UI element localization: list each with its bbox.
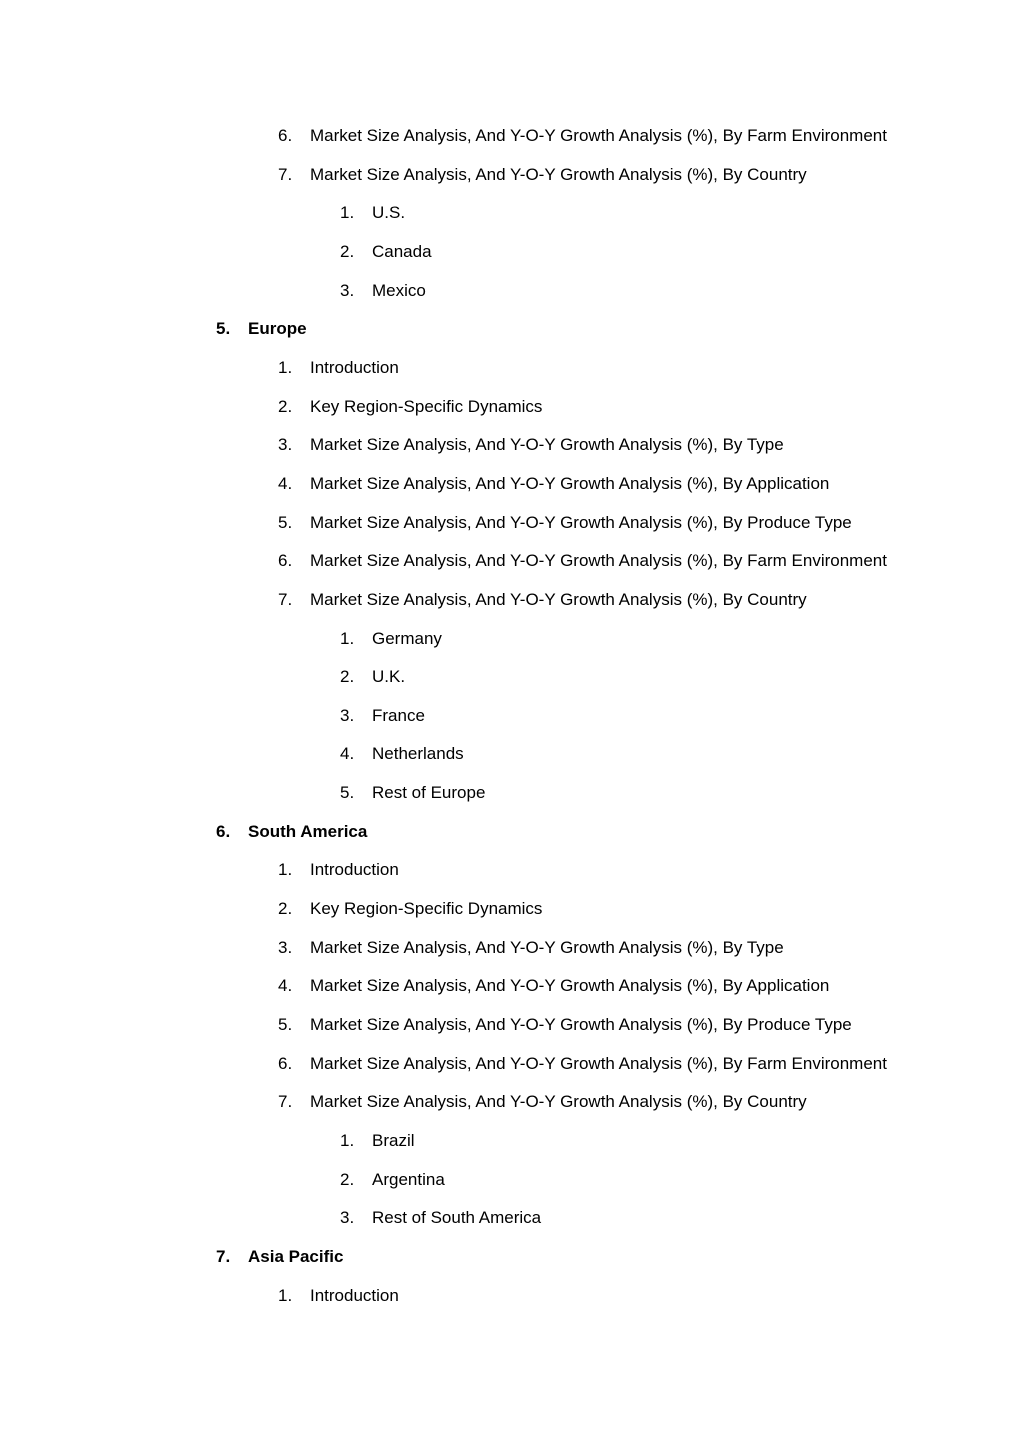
outline-item-number: 5. — [216, 319, 231, 339]
outline-item-number: 7. — [278, 589, 293, 609]
outline-item-text: Netherlands — [372, 744, 464, 764]
outline-item-text: Key Region-Specific Dynamics — [310, 899, 543, 918]
outline-item-number: 1. — [340, 1130, 355, 1150]
outline-item-text: Rest of South America — [372, 1208, 542, 1228]
outline-item-number: 2. — [340, 667, 355, 687]
outline-item-text: Market Size Analysis, And Y-O-Y Growth Analysis (%), By Farm Environment — [310, 126, 887, 145]
outline-list-item — [340, 666, 405, 688]
outline-item-text: Market Size Analysis, And Y-O-Y Growth Analysis (%), By Application — [310, 976, 830, 996]
outline-item-number: 5. — [340, 783, 355, 802]
outline-item-number: 2. — [340, 241, 355, 261]
outline-list-item — [278, 164, 807, 186]
outline-section-heading — [216, 1246, 343, 1268]
outline-list-item — [278, 396, 542, 418]
outline-item-text: Market Size Analysis, And Y-O-Y Growth Analysis (%), By Farm Environment — [310, 551, 887, 571]
outline-list-item — [278, 434, 784, 456]
outline-item-text: Key Region-Specific Dynamics — [310, 396, 543, 416]
outline-list-item — [278, 357, 399, 379]
outline-item-text: Market Size Analysis, And Y-O-Y Growth Analysis (%), By Produce Type — [310, 1014, 852, 1034]
outline-section-heading — [216, 318, 307, 340]
outline-item-text: Germany — [372, 628, 442, 648]
outline-list-item — [340, 628, 442, 650]
outline-item-text: Market Size Analysis, And Y-O-Y Growth Analysis (%), By Type — [310, 435, 784, 455]
outline-item-number: 5. — [278, 512, 293, 532]
outline-item-text: Brazil — [372, 1130, 415, 1150]
outline-item-number: 6. — [278, 551, 293, 571]
outline-item-text: Canada — [372, 241, 432, 261]
outline-item-text: France — [372, 705, 425, 725]
outline-list-item — [278, 550, 887, 572]
outline-item-text: Introduction — [310, 860, 399, 880]
outline-item-number: 2. — [340, 1169, 355, 1189]
outline-list-item — [278, 473, 829, 495]
outline-item-text: Market Size Analysis, And Y-O-Y Growth Analysis (%), By Produce Type — [310, 512, 852, 532]
outline-item-text: Market Size Analysis, And Y-O-Y Growth Analysis (%), By Type — [310, 937, 784, 957]
outline-list-item — [340, 280, 426, 302]
outline-list-item — [278, 898, 542, 920]
outline-list-item — [278, 512, 852, 534]
outline-item-text: Market Size Analysis, And Y-O-Y Growth Analysis (%), By Farm Environment — [310, 1053, 887, 1073]
outline-list-item — [340, 705, 425, 727]
outline-list-item — [278, 1053, 887, 1075]
outline-list-item — [278, 125, 887, 147]
outline-item-text: Argentina — [372, 1169, 445, 1189]
outline-item-text: Mexico — [372, 280, 426, 300]
outline-item-text: Introduction — [310, 1285, 399, 1305]
outline-item-text: Market Size Analysis, And Y-O-Y Growth Analysis (%), By Country — [310, 164, 807, 184]
outline-list-item — [340, 241, 432, 263]
outline-list-item — [278, 1091, 807, 1113]
outline-item-number: 2. — [278, 396, 293, 416]
outline-item-text: U.S. — [372, 203, 406, 223]
outline-item-text: Introduction — [310, 357, 399, 377]
outline-item-number: 2. — [278, 899, 293, 918]
outline-item-number: 7. — [278, 164, 293, 184]
outline-list-item — [278, 937, 784, 959]
outline-item-number: 1. — [278, 357, 293, 377]
outline-list-item — [278, 1285, 399, 1307]
outline-list-item — [340, 1207, 541, 1229]
outline-item-number: 3. — [278, 937, 293, 957]
outline-item-number: 1. — [340, 628, 355, 648]
outline-item-number: 5. — [278, 1014, 293, 1034]
outline-item-number: 3. — [278, 435, 293, 455]
outline-item-text: Market Size Analysis, And Y-O-Y Growth Analysis (%), By Country — [310, 1092, 807, 1112]
outline-item-number: 3. — [340, 705, 355, 725]
outline-item-number: 6. — [216, 821, 231, 841]
outline-list-item — [340, 743, 464, 765]
outline-item-number: 4. — [278, 473, 293, 493]
outline-list-item — [340, 202, 405, 224]
outline-item-text: Market Size Analysis, And Y-O-Y Growth Analysis (%), By Country — [310, 589, 807, 609]
outline-list-item — [340, 1130, 415, 1152]
outline-list-item — [278, 1014, 852, 1036]
outline-item-number: 7. — [278, 1092, 293, 1112]
outline-item-number: 6. — [278, 126, 293, 145]
outline-item-number: 1. — [340, 203, 355, 223]
outline-item-text: Rest of Europe — [372, 783, 486, 802]
outline-list-item — [340, 1169, 445, 1191]
outline-item-number: 3. — [340, 1208, 355, 1228]
outline-item-text: Asia Pacific — [248, 1246, 344, 1266]
outline-item-text: South America — [248, 821, 368, 841]
outline-list-item — [278, 859, 399, 881]
outline-item-number: 7. — [216, 1246, 231, 1266]
outline-section-heading — [216, 821, 367, 843]
outline-item-text: Europe — [248, 319, 307, 339]
outline-item-number: 4. — [340, 744, 355, 764]
outline-item-number: 1. — [278, 860, 293, 880]
outline-item-number: 1. — [278, 1285, 293, 1305]
outline-item-text: Market Size Analysis, And Y-O-Y Growth Analysis (%), By Application — [310, 473, 830, 493]
outline-item-number: 3. — [340, 280, 355, 300]
outline-list-item — [340, 782, 485, 804]
outline-item-number: 4. — [278, 976, 293, 996]
outline-item-number: 6. — [278, 1053, 293, 1073]
outline-item-text: U.K. — [372, 667, 406, 687]
outline-list-item — [278, 975, 829, 997]
outline-list-item — [278, 589, 807, 611]
